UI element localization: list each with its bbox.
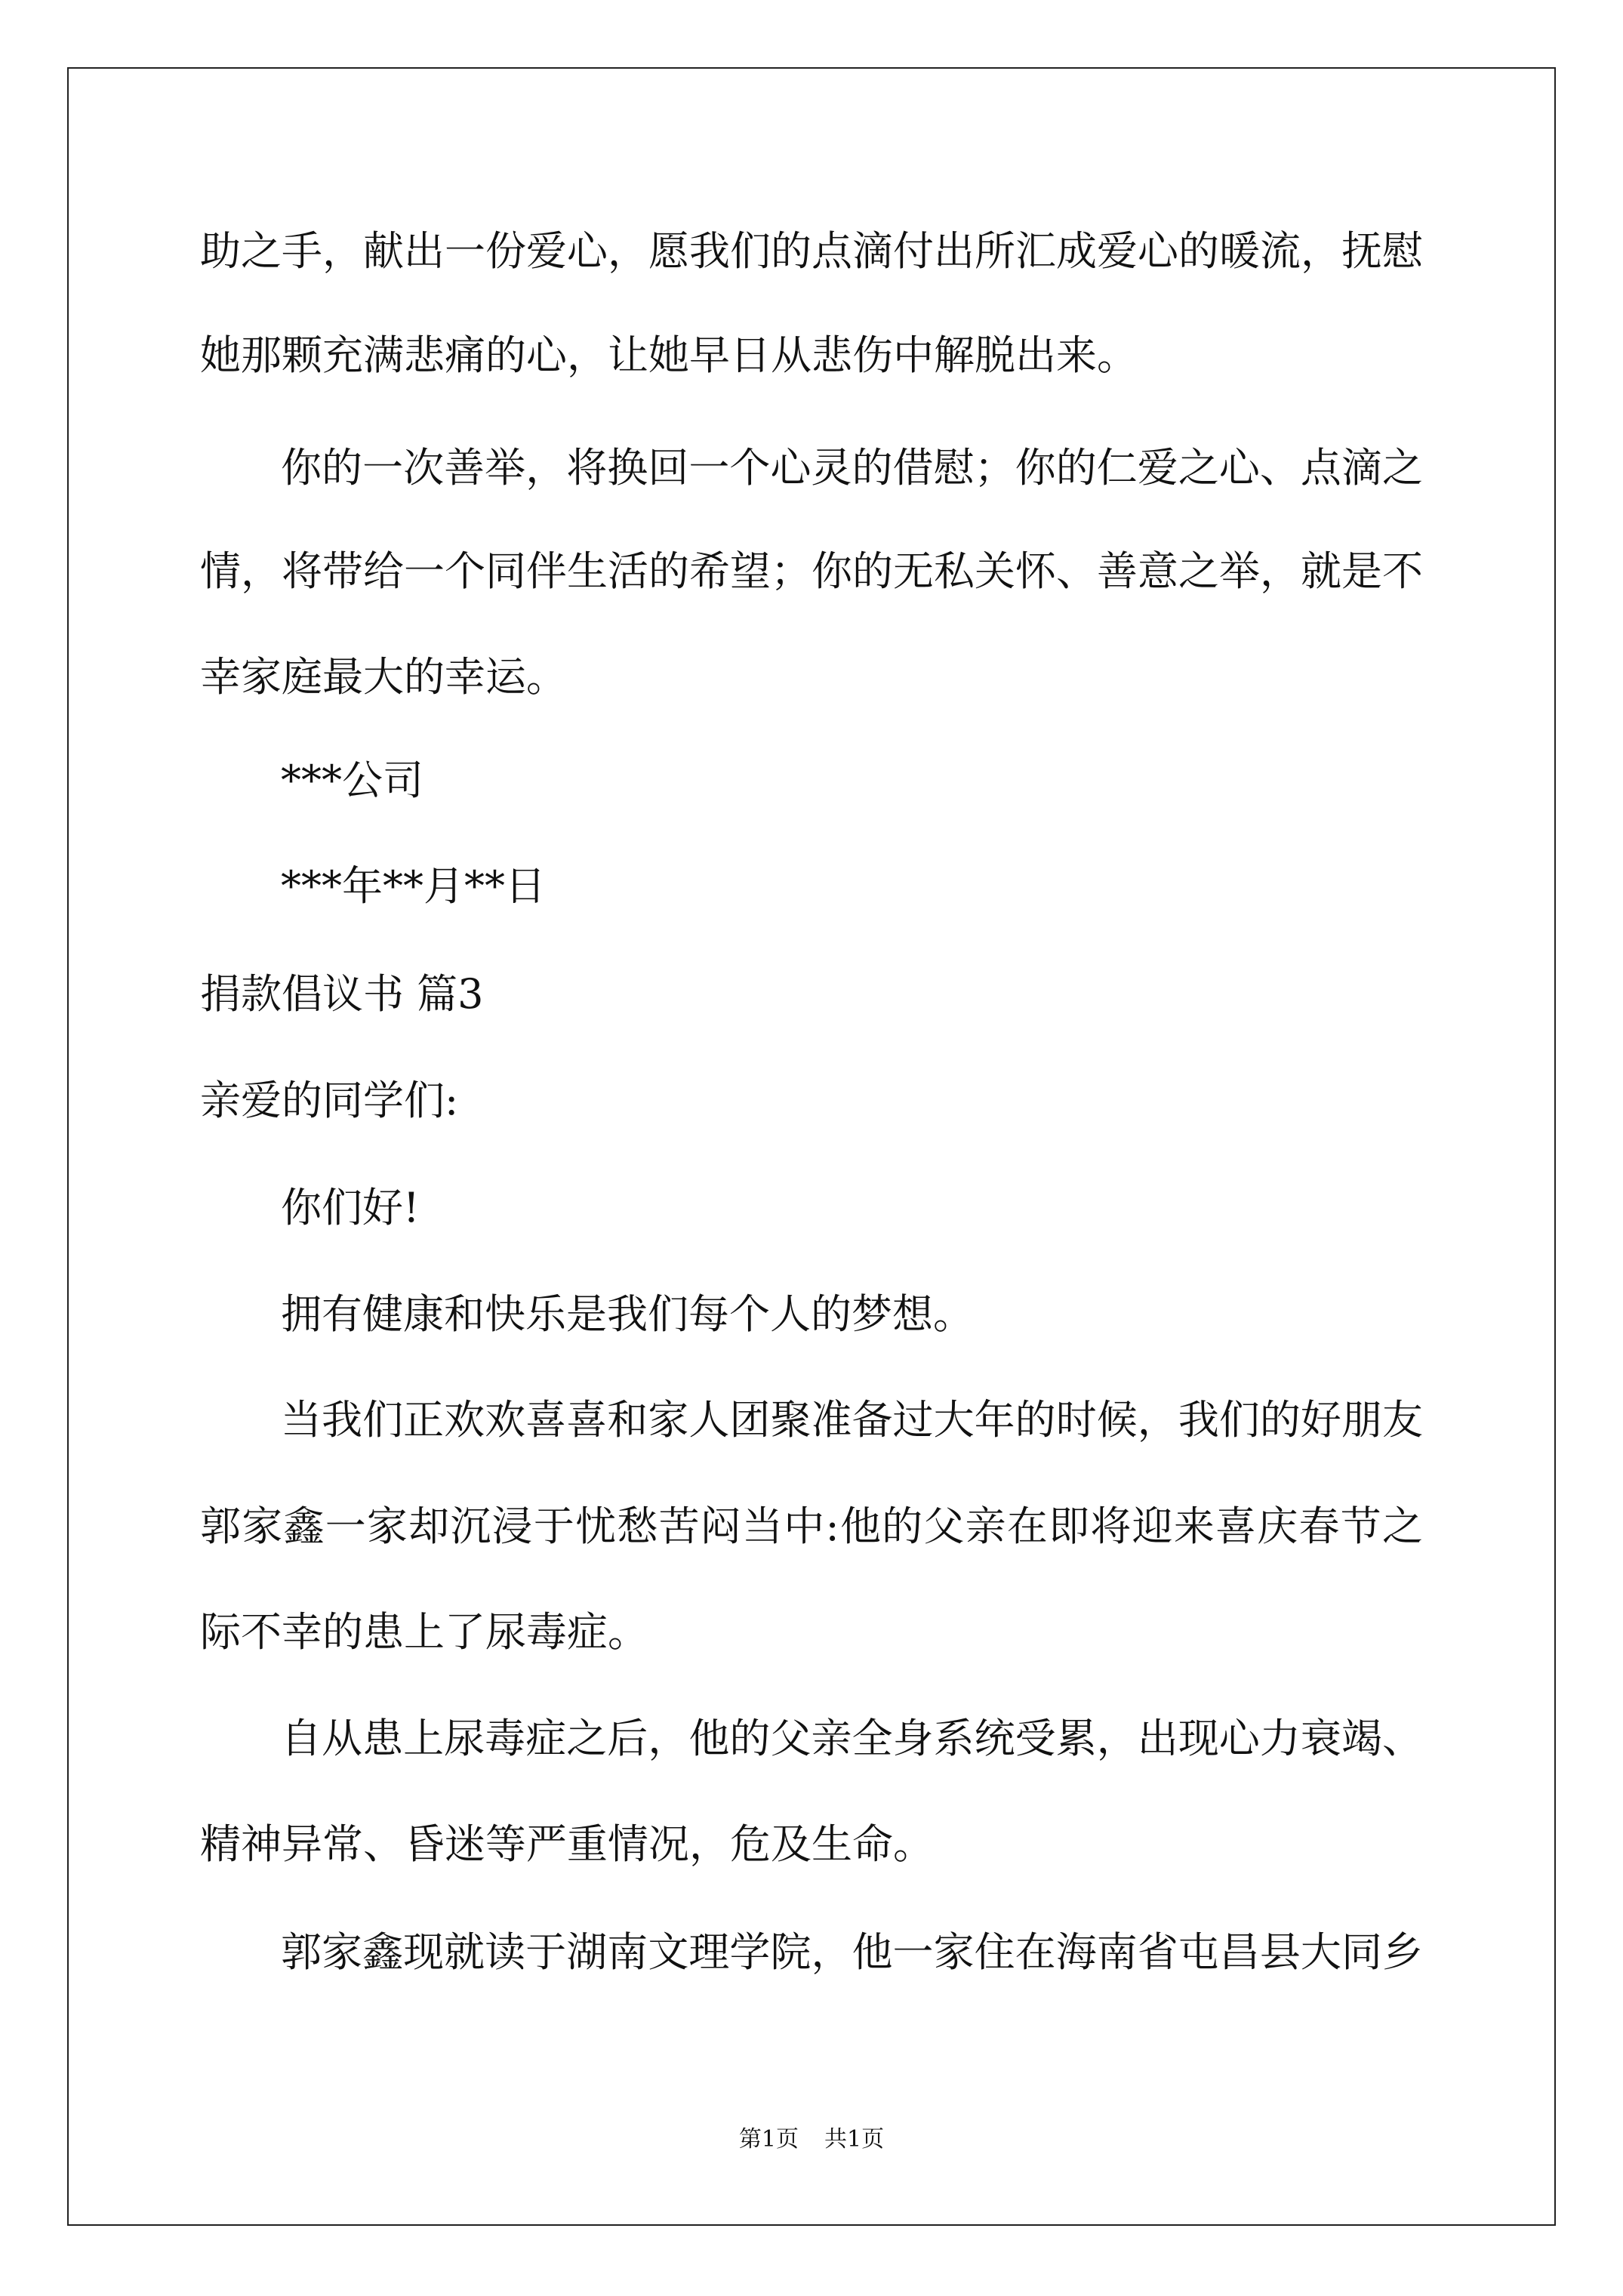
body-text-line: 拥有健康和快乐是我们每个人的梦想。: [281, 1290, 974, 1338]
page-number: 第1页: [738, 2126, 799, 2153]
signature-date: ***年**月**日: [281, 862, 546, 910]
salutation: 亲爱的同学们:: [200, 1077, 459, 1124]
body-text-line: 助之手，献出一份爱心，愿我们的点滴付出所汇成爱心的暖流，抚慰: [200, 227, 1423, 275]
body-text-line: 当我们正欢欢喜喜和家人团聚准备过大年的时候，我们的好朋友: [281, 1396, 1423, 1444]
page-footer: [0, 2126, 1623, 2153]
page-total: 共1页: [824, 2126, 885, 2153]
body-text-line: 精神异常、昏迷等严重情况，危及生命。: [200, 1820, 934, 1868]
body-text-line: 她那颗充满悲痛的心，让她早日从悲伤中解脱出来。: [200, 331, 1138, 379]
signature-company: ***公司: [281, 757, 423, 804]
greeting-line: 你们好!: [281, 1184, 420, 1231]
body-text-line: 际不幸的患上了尿毒症。: [200, 1608, 648, 1656]
body-text-line: 幸家庭最大的幸运。: [200, 653, 567, 701]
body-text-line: 情，将带给一个同伴生活的希望；你的无私关怀、善意之举，就是不: [200, 547, 1423, 595]
section-heading: 捐款倡议书 篇3: [200, 970, 484, 1018]
body-text-line: 你的一次善举，将换回一个心灵的借慰；你的仁爱之心、点滴之: [281, 444, 1423, 492]
body-text-line: 自从患上尿毒症之后，他的父亲全身系统受累，出现心力衰竭、: [281, 1715, 1423, 1762]
body-text-line: 郭家鑫现就读于湖南文理学院，他一家住在海南省屯昌县大同乡: [281, 1928, 1423, 1976]
body-text-line: 郭家鑫一家却沉浸于忧愁苦闷当中:他的父亲在即将迎来喜庆春节之: [200, 1502, 1423, 1550]
